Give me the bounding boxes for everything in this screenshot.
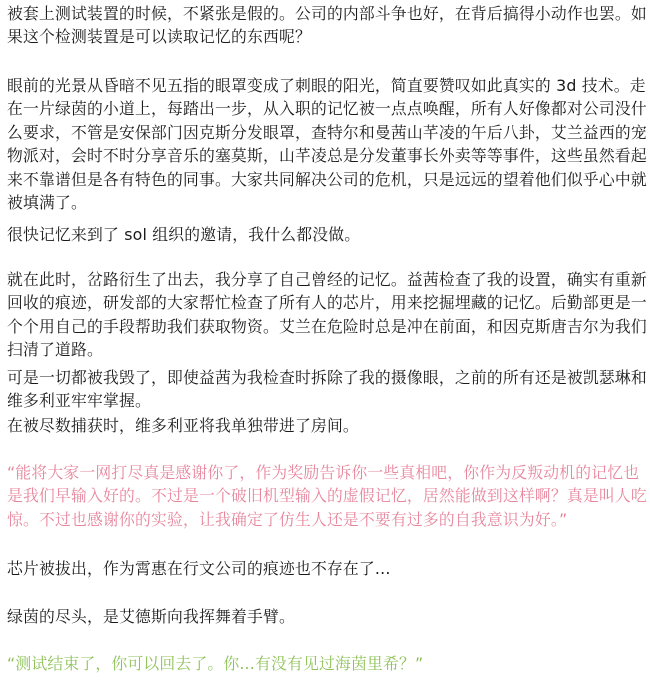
paragraph-memory-walk: 眼前的光景从昏暗不见五指的眼罩变成了刺眼的阳光，简直要赞叹如此真实的 3d 技术。走在一片绿茵的小道上，每踏出一步，从入职的记忆被一点点唤醒，所有人好像都对公司没什么要求，不管是安保部门因克斯分发眼罩，查特尔和曼茜山芊凌的午后八卦，艾兰益西的宠物派对，会时不时分享音乐的塞莫斯，山芊凌总是分发董事长外卖等等事件，这些虽然看起来不靠谱但是各有特色的同事。大家共同解决公司的危机，只是远远的望着他们似乎心中就被填满了。	[7, 76, 647, 213]
paragraph-sol-invite: 很快记忆来到了 sol 组织的邀请，我什么都没做。	[7, 225, 361, 244]
paragraph-chip-removed: 芯片被拔出，作为霄惠在行文公司的痕迹也不存在了...	[7, 559, 391, 578]
quote-victoria: “能将大家一网打尽真是感谢你了，作为奖励告诉你一些真相吧，你作为反叛动机的记忆也是我们早输入好的。不过是一个破旧机型输入的虚假记忆，居然能做到这样啊？真是叫人吃惊。不过也感谢你的实验，让我确定了仿生人还是不要有过多的自我意识为好。”	[7, 463, 647, 529]
paragraph-everything-ruined: 可是一切都被我毁了，即使益茜为我检查时拆除了我的摄像眼，之前的所有还是被凯瑟琳和维多利亚牢牢掌握。	[7, 368, 647, 411]
quote-test-over: “测试结束了，你可以回去了。你...有没有见过海茵里希？”	[7, 654, 424, 673]
paragraph-green-end: 绿茵的尽头，是艾德斯向我挥舞着手臂。	[7, 607, 295, 626]
paragraph-intro: 被套上测试装置的时候，不紧张是假的。公司的内部斗争也好，在背后搞得小动作也罢。如果这个检测装置是可以读取记忆的东西呢？	[7, 4, 647, 47]
paragraph-branch-path: 就在此时，岔路衍生了出去，我分享了自己曾经的记忆。益茜检查了我的设置，确实有重新回收的痕迹，研发部的大家帮忙检查了所有人的芯片，用来挖掘埋藏的记忆。后勤部更是一个个用自己的手段帮助我们获取物资。艾兰在危险时总是冲在前面，和因克斯唐吉尔为我们扫清了道路。	[7, 270, 647, 360]
paragraph-captured: 在被尽数捕获时，维多利亚将我单独带进了房间。	[7, 416, 359, 435]
